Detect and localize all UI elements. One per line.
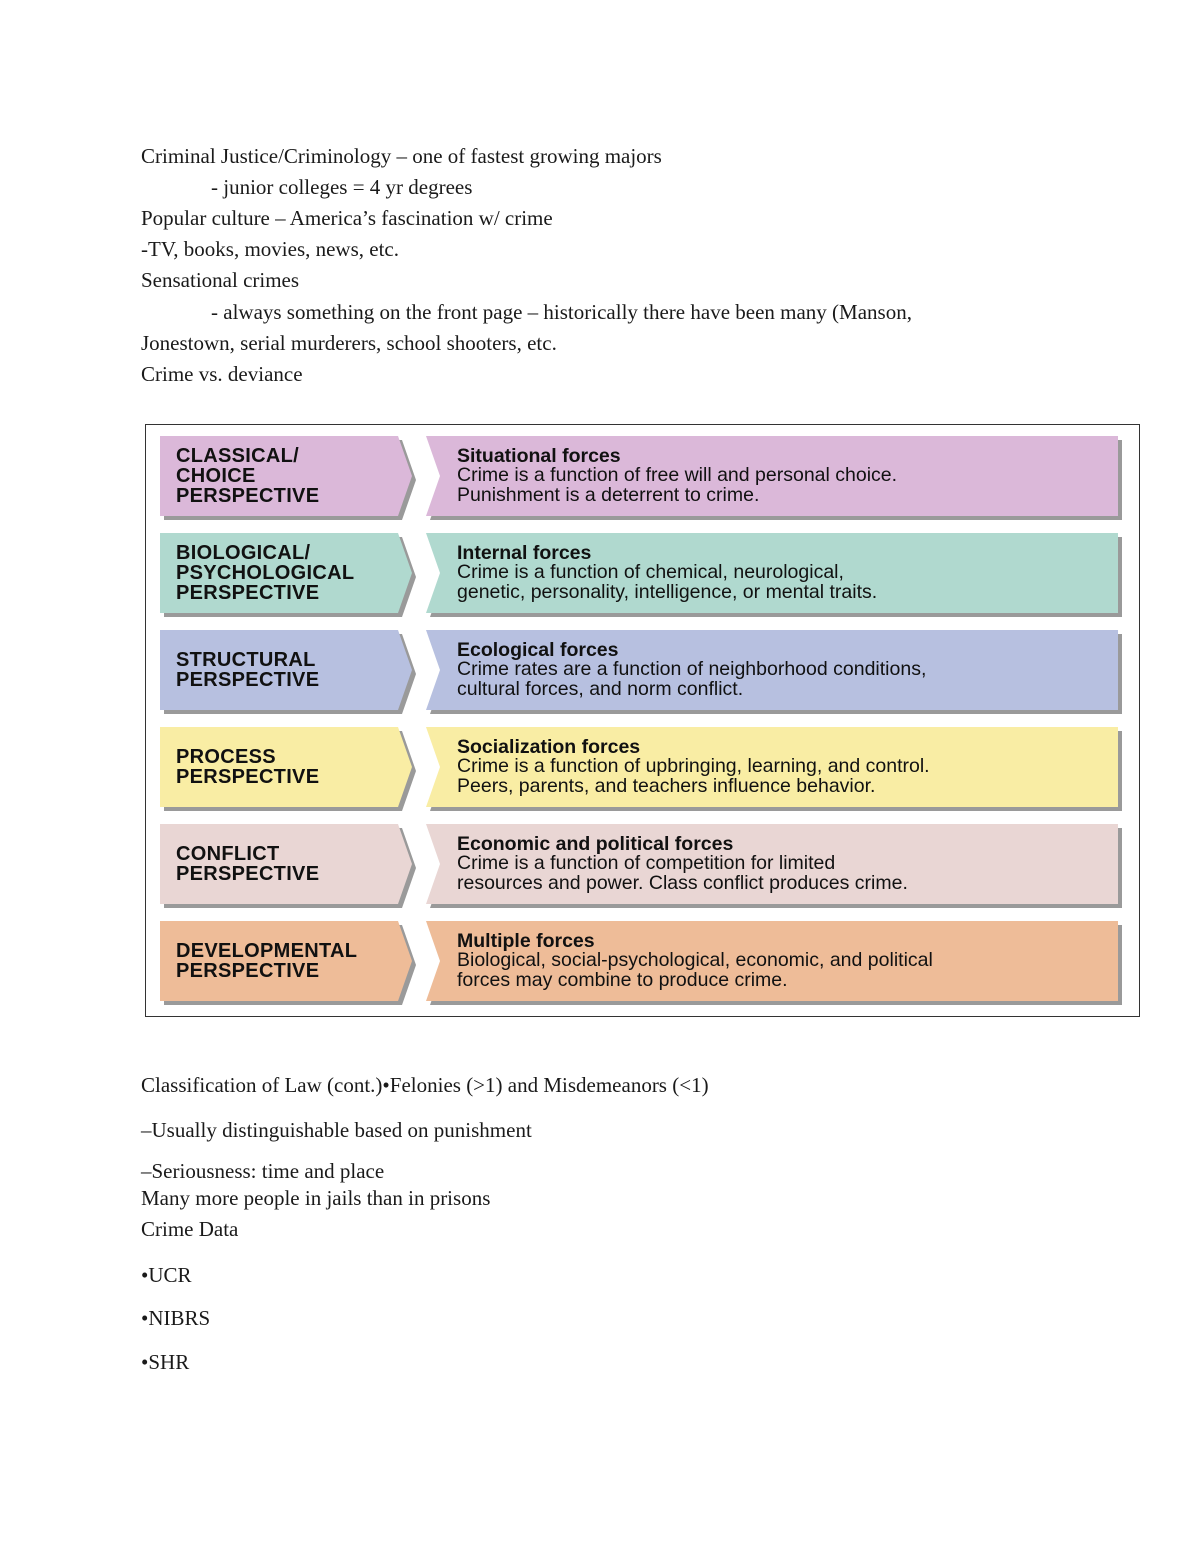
description-text bbox=[457, 727, 1117, 807]
perspective-name-line: DEVELOPMENTAL bbox=[176, 940, 358, 962]
perspective-description bbox=[426, 921, 1126, 1003]
bullet-item: •UCR bbox=[141, 1263, 192, 1287]
perspective-name-line: CHOICE bbox=[176, 465, 256, 487]
perspective-name bbox=[176, 436, 411, 516]
perspective-label bbox=[160, 727, 420, 809]
description-line: Peers, parents, and teachers influence behavior. bbox=[457, 774, 876, 797]
note-line: Sensational crimes bbox=[141, 268, 300, 292]
perspective-row bbox=[146, 533, 1139, 615]
description-line: Crime is a function of competition for limited bbox=[457, 852, 836, 875]
perspective-name bbox=[176, 824, 411, 904]
note-line: Popular culture – America’s fascination w/ crime bbox=[141, 206, 553, 230]
perspective-label bbox=[160, 921, 420, 1003]
perspective-row bbox=[146, 727, 1139, 809]
description-line: Crime is a function of chemical, neurological, bbox=[457, 561, 844, 584]
perspective-name bbox=[176, 533, 411, 613]
criminology-perspectives-figure bbox=[145, 424, 1140, 1017]
note-line: Criminal Justice/Criminology – one of fastest growing majors bbox=[141, 144, 662, 168]
perspective-row bbox=[146, 921, 1139, 1003]
forces-heading: Multiple forces bbox=[457, 929, 595, 952]
perspective-name-line: PROCESS bbox=[176, 746, 276, 768]
perspective-label bbox=[160, 630, 420, 712]
note-line: Jonestown, serial murderers, school shooters, etc. bbox=[141, 331, 557, 355]
perspective-row bbox=[146, 436, 1139, 518]
perspective-label bbox=[160, 533, 420, 615]
perspective-name-line: STRUCTURAL bbox=[176, 649, 316, 671]
perspective-label bbox=[160, 824, 420, 906]
perspective-name-line: PERSPECTIVE bbox=[176, 669, 320, 691]
note-line: - always something on the front page – historically there have been many (Manson, bbox=[211, 300, 912, 324]
description-line: forces may combine to produce crime. bbox=[457, 968, 788, 991]
perspective-name-line: PERSPECTIVE bbox=[176, 485, 320, 507]
perspective-label bbox=[160, 436, 420, 518]
perspective-description bbox=[426, 824, 1126, 906]
description-text bbox=[457, 824, 1117, 904]
description-line: genetic, personality, intelligence, or mental traits. bbox=[457, 580, 878, 603]
forces-heading: Socialization forces bbox=[457, 735, 641, 758]
note-line: Crime Data bbox=[141, 1217, 239, 1241]
perspective-description bbox=[426, 727, 1126, 809]
perspective-name-line: PERSPECTIVE bbox=[176, 960, 320, 982]
note-line: –Usually distinguishable based on punishment bbox=[141, 1118, 532, 1142]
description-line: Punishment is a deterrent to crime. bbox=[457, 483, 760, 506]
perspective-name-line: CLASSICAL/ bbox=[176, 445, 299, 467]
perspective-name bbox=[176, 727, 411, 807]
perspective-name-line: BIOLOGICAL/ bbox=[176, 542, 311, 564]
description-line: resources and power. Class conflict produces crime. bbox=[457, 871, 908, 894]
forces-heading: Situational forces bbox=[457, 444, 621, 467]
description-line: Crime rates are a function of neighborhood conditions, bbox=[457, 658, 927, 681]
perspective-description bbox=[426, 630, 1126, 712]
description-line: Crime is a function of upbringing, learning, and control. bbox=[457, 755, 930, 778]
perspective-name-line: PSYCHOLOGICAL bbox=[176, 562, 355, 584]
note-line: -TV, books, movies, news, etc. bbox=[141, 237, 399, 261]
forces-heading: Economic and political forces bbox=[457, 832, 734, 855]
perspective-row bbox=[146, 824, 1139, 906]
perspective-name-line: PERSPECTIVE bbox=[176, 863, 320, 885]
perspective-name bbox=[176, 921, 411, 1001]
perspective-row bbox=[146, 630, 1139, 712]
forces-heading: Internal forces bbox=[457, 541, 592, 564]
description-line: Crime is a function of free will and personal choice. bbox=[457, 464, 898, 487]
description-text bbox=[457, 533, 1117, 613]
description-text bbox=[457, 630, 1117, 710]
note-line: Classification of Law (cont.)•Felonies (>1) and Misdemeanors (<1) bbox=[141, 1073, 709, 1097]
bullet-item: •NIBRS bbox=[141, 1306, 211, 1330]
description-text bbox=[457, 921, 1117, 1001]
description-line: cultural forces, and norm conflict. bbox=[457, 677, 744, 700]
description-text bbox=[457, 436, 1117, 516]
perspective-name-line: CONFLICT bbox=[176, 843, 280, 865]
note-line: - junior colleges = 4 yr degrees bbox=[211, 175, 473, 199]
note-line: –Seriousness: time and place bbox=[141, 1159, 385, 1183]
perspective-name bbox=[176, 630, 411, 710]
perspective-name-line: PERSPECTIVE bbox=[176, 766, 320, 788]
forces-heading: Ecological forces bbox=[457, 638, 619, 661]
bullet-item: •SHR bbox=[141, 1350, 190, 1374]
perspective-name-line: PERSPECTIVE bbox=[176, 582, 320, 604]
perspective-description bbox=[426, 533, 1126, 615]
description-line: Biological, social-psychological, economic, and political bbox=[457, 949, 933, 972]
note-line: Crime vs. deviance bbox=[141, 362, 303, 386]
note-line: Many more people in jails than in prisons bbox=[141, 1186, 491, 1210]
perspective-description bbox=[426, 436, 1126, 518]
